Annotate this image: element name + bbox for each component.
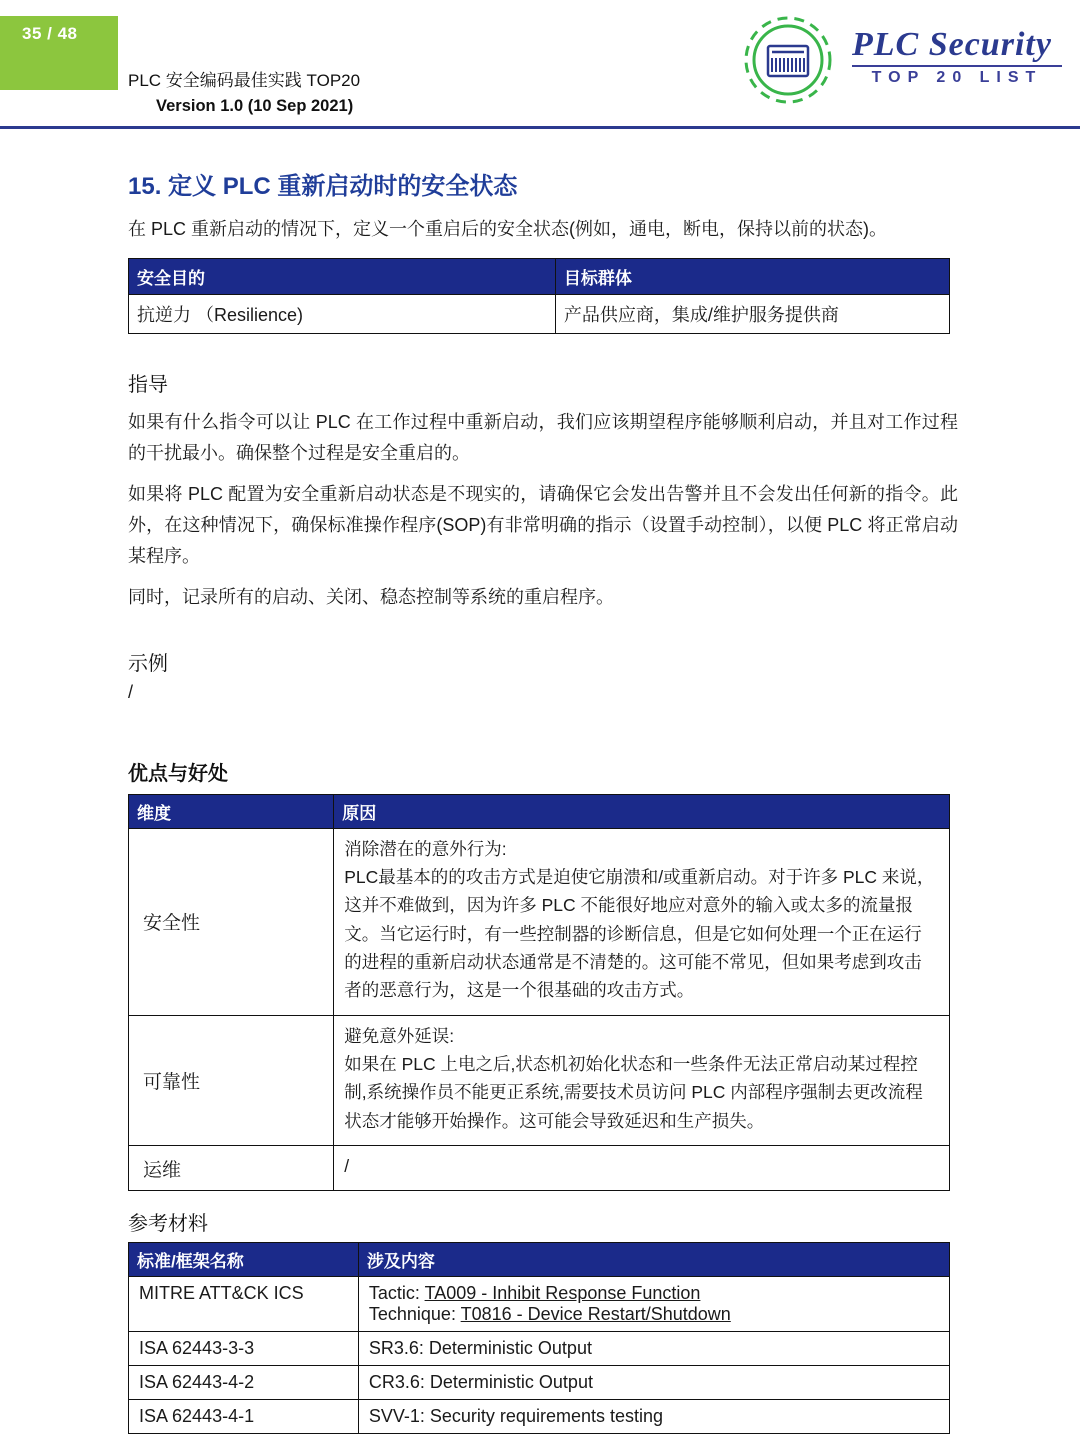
benefit-dimension: 可靠性 [129,1015,334,1145]
objective-table [128,258,950,334]
table-row [129,1015,950,1145]
guidance-heading: 指导 [128,373,168,396]
references-heading: 参考材料 [128,1213,208,1236]
reference-content: SVV-1: Security requirements testing [358,1400,949,1434]
logo-text [852,26,1062,87]
table-row [129,1277,950,1332]
table-row [129,1366,950,1400]
reference-content [358,1277,949,1332]
table-row [129,828,950,1015]
logo-subtitle: TOP 20 LIST [852,65,1062,87]
table-row [129,1400,950,1434]
table-row [129,294,950,333]
header-divider [0,126,1080,129]
audience-col-header: 目标群体 [555,258,949,294]
table-row [129,1145,950,1190]
page-content [0,140,1080,1434]
document-title: PLC 安全编码最佳实践 TOP20 [128,71,361,90]
benefit-dimension: 运维 [129,1145,334,1190]
section-title: 定义 PLC 重新启动时的安全状态 [168,173,518,200]
benefits-heading: 优点与好处 [128,762,228,785]
content-col-header: 涉及内容 [358,1243,949,1277]
page-number-badge: 35 / 48 [0,16,118,90]
benefit-reason-text: / [344,1155,350,1176]
page-header [0,0,1080,128]
objective-col-header: 安全目的 [129,258,556,294]
benefit-reason [334,828,950,1015]
dimension-col-header: 维度 [129,794,334,828]
document-version: Version 1.0 (10 Sep 2021) [156,97,354,116]
benefits-table [128,794,950,1192]
example-body: / [128,681,134,702]
table-header-row [129,258,950,294]
technique-value: T0816 - Device Restart/Shutdown [460,1304,731,1325]
reference-content: SR3.6: Deterministic Output [358,1332,949,1366]
objective-value: 抗逆力 （Resilience) [129,294,556,333]
section-intro: 在 PLC 重新启动的情况下，定义一个重启后的安全状态(例如，通电，断电，保持以前的状态)。 [128,219,888,239]
gear-chip-icon [732,14,844,106]
logo-title: PLC Security [852,26,1052,63]
references-table [128,1242,950,1434]
reference-name: ISA 62443-3-3 [129,1332,359,1366]
table-row [129,1332,950,1366]
reference-name: ISA 62443-4-1 [129,1400,359,1434]
guidance-paragraph-2: 如果将 PLC 配置为安全重新启动状态是不现实的，请确保它会发出告警并且不会发出任何新的指令。此外，在这种情况下，确保标准操作程序(SOP)有非常明确的指示（设置手动控制），以便 PLC 将正常启动某程序。 [128,483,958,566]
guidance-paragraph-3: 同时，记录所有的启动、关闭、稳态控制等系统的重启程序。 [128,586,614,607]
benefit-reason [334,1015,950,1145]
document-title-block [128,68,360,120]
benefit-reason-lead: 避免意外延误: [344,1025,455,1046]
section-heading [128,166,1080,201]
plc-security-logo [732,14,1062,106]
section-number: 15. [128,173,162,200]
reference-content: CR3.6: Deterministic Output [358,1366,949,1400]
tactic-value: TA009 - Inhibit Response Function [424,1283,701,1304]
standard-col-header: 标准/框架名称 [129,1243,359,1277]
benefit-dimension: 安全性 [129,828,334,1015]
technique-label: Technique: [368,1304,456,1325]
example-heading: 示例 [128,652,168,675]
benefit-reason-text: 如果在 PLC 上电之后,状态机初始化状态和一些条件无法正常启动某过程控制,系统操作员不能更正系统,需要技术员访问 PLC 内部程序强制去更改流程状态才能够开始操作。这可能会导致延迟和生产损失。 [344,1053,923,1131]
reference-name: ISA 62443-4-2 [129,1366,359,1400]
tactic-label: Tactic: [368,1283,420,1304]
guidance-paragraph-1: 如果有什么指令可以让 PLC 在工作过程中重新启动，我们应该期望程序能够顺利启动，并且对工作过程的干扰最小。确保整个过程是安全重启的。 [128,411,958,463]
reference-name: MITRE ATT&CK ICS [129,1277,359,1332]
benefit-reason [334,1145,950,1190]
audience-value: 产品供应商，集成/维护服务提供商 [555,294,949,333]
table-header-row [129,1243,950,1277]
benefit-reason-text: PLC最基本的的攻击方式是迫使它崩溃和/或重新启动。对于许多 PLC 来说，这并不难做到，因为许多 PLC 不能很好地应对意外的输入或太多的流量报文。当它运行时，有一些控制器的诊断信息，但是它如何处理一个正在运行的进程的重新启动状态通常是不清楚的。这可能不常见，但如果考虑到攻击者的恶意行为，这是一个很基础的攻击方式。 [344,866,935,1001]
benefit-reason-lead: 消除潜在的意外行为: [344,838,507,859]
table-header-row [129,794,950,828]
reason-col-header: 原因 [334,794,950,828]
